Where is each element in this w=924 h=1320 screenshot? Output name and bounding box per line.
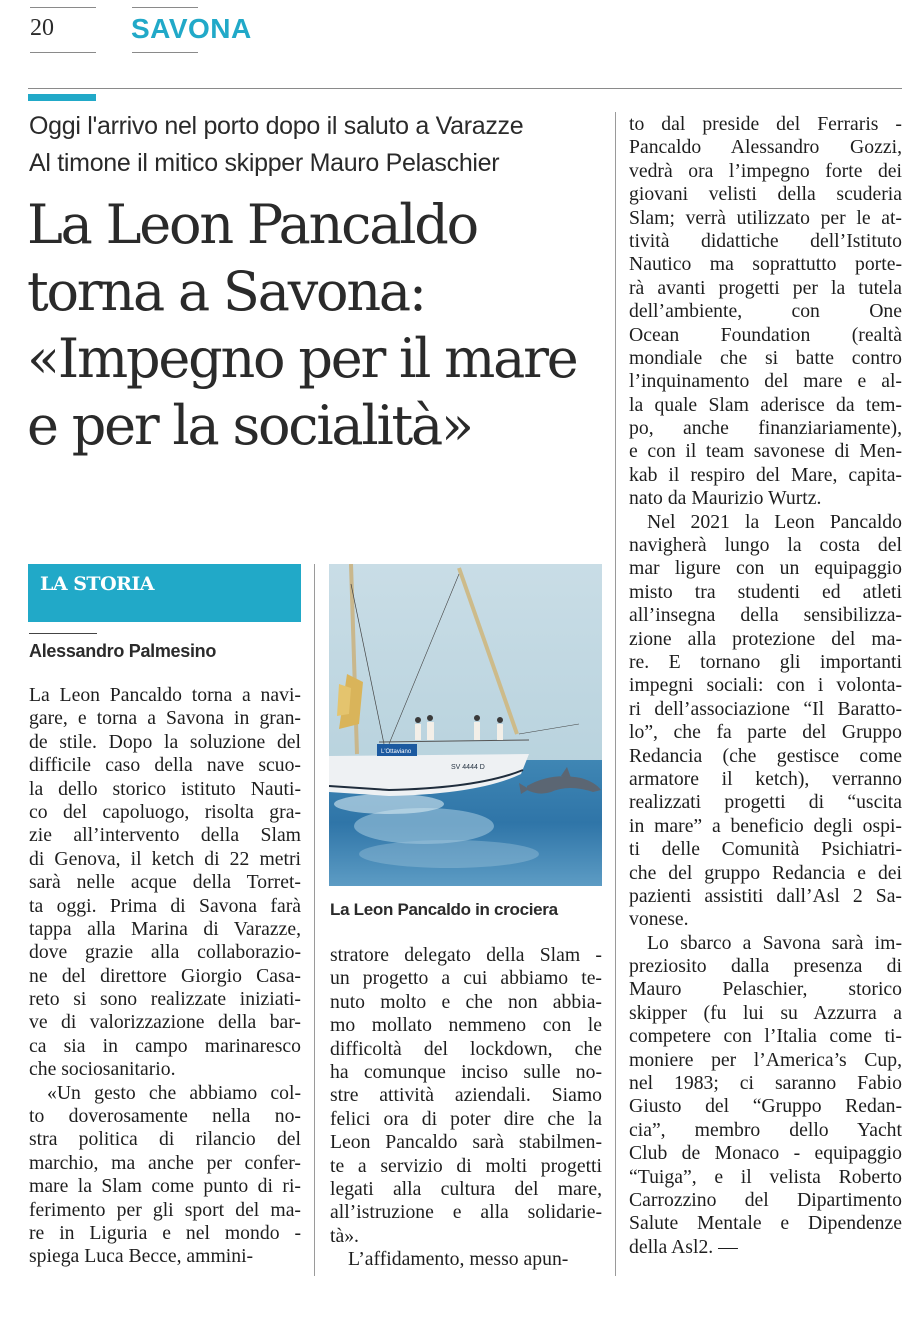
body-line: felici ora di poter dire che la [330, 1107, 602, 1130]
column-1 [29, 684, 301, 1269]
body-line: e con il team savonese di Men- [629, 440, 902, 463]
body-line: ta oggi. Prima di Savona farà [29, 894, 301, 917]
body-line: nuto molto e che non abbia- [330, 990, 602, 1013]
body-line: ve di valorizzazione della bar- [29, 1011, 301, 1034]
section-title: SAVONA [131, 13, 252, 44]
body-line: impegni sociali: con i volonta- [629, 674, 902, 697]
body-line: Giusto del “Gruppo Redan- [629, 1095, 902, 1118]
story-label: LA STORIA [40, 573, 155, 595]
body-line: vonese. [629, 908, 689, 931]
body-line: competere con l’Italia come ti- [629, 1025, 902, 1048]
body-line: preziosito dalla presenza di [629, 955, 902, 978]
body-line: gare, e torna a Savona in gran- [29, 707, 301, 730]
body-line: stratore delegato della Slam - [330, 944, 602, 966]
kicker-line-1: Oggi l'arrivo nel porto dopo il saluto a Varazze [29, 112, 524, 140]
body-line: nato da Maurizio Wurtz. [629, 487, 822, 510]
body-line: Redancia (che gestisce come [629, 744, 902, 767]
story-label-box [28, 564, 301, 622]
body-line: un progetto a cui abbiamo te- [330, 967, 602, 990]
body-line: ca sia in campo marinaresco [29, 1034, 301, 1057]
body-line: mar ligure con un equipaggio [629, 557, 902, 580]
body-line: sarà nelle acque della Torret- [29, 871, 301, 894]
body-line: misto tra studenti ed atleti [629, 580, 902, 603]
body-line: zione alla protezione del ma- [629, 627, 902, 650]
body-line: Club de Monaco - equipaggio [629, 1142, 902, 1165]
byline-rule [29, 633, 97, 634]
body-line: Salute Mentale e Dipendenze [629, 1212, 902, 1235]
body-line: Carrozzino del Dipartimento [629, 1189, 902, 1211]
body-line: co del capoluogo, risolta gra- [29, 800, 301, 823]
body-line: de stile. Dopo la soluzione del [29, 730, 301, 753]
body-line: giovani velisti della scuderia [629, 183, 902, 206]
body-line: Ocean Foundation (realtà [629, 323, 902, 346]
headline-line-3: «Impegno per il mare [27, 327, 577, 390]
column-rule-1 [314, 564, 315, 1276]
body-line: re in Liguria e nel mondo - [29, 1222, 301, 1244]
accent-bar [28, 94, 96, 101]
body-line: ri dell’associazione “Il Baratto- [629, 697, 902, 720]
body-line: ne del direttore Giorgio Casa- [29, 964, 301, 987]
body-line: nel 1983; ci saranno Fabio [629, 1072, 902, 1095]
body-line: mondiale che si batte contro [629, 346, 902, 369]
body-line: la quale Slam aderisce da tem- [629, 393, 902, 416]
top-separator [28, 88, 902, 89]
body-line: la dello storico istituto Nauti- [29, 777, 301, 800]
body-line: cia”, membro dello Yacht [629, 1118, 902, 1141]
body-line: difficile caso della nave scuo- [29, 754, 301, 777]
body-line: Pancaldo Alessandro Gozzi, [629, 136, 902, 159]
sailboat-photo [329, 564, 602, 886]
body-line: Leon Pancaldo sarà stabilmen- [330, 1131, 602, 1154]
kicker-line-2: Al timone il mitico skipper Mauro Pelaschier [29, 149, 500, 177]
header-rule-top-left [30, 7, 96, 8]
body-line: dove grazie alla collaborazio- [29, 941, 301, 964]
body-line: Nautico ma soprattutto porte- [629, 253, 902, 276]
body-line: di Genova, il ketch di 22 metri [29, 847, 301, 870]
body-line: zie all’intervento della Slam [29, 824, 301, 847]
body-line: della Asl2. — [629, 1235, 738, 1258]
body-line: all’insegna della sensibilizza- [629, 604, 902, 627]
body-line: l’inquinamento del mare e al- [629, 370, 902, 393]
body-line: moniere per l’America’s Cup, [629, 1048, 902, 1071]
header-rule-bottom-left [30, 52, 96, 53]
body-line: marchio, ma anche per confer- [29, 1151, 301, 1174]
body-line: reto si sono realizzate iniziati- [29, 988, 301, 1011]
body-line: vedrà ora l’impegno forte dei [629, 159, 902, 182]
body-line: stra politica di rilancio del [29, 1128, 301, 1151]
body-line: tività didattiche dell’Istituto [629, 229, 902, 252]
body-line: “Tuiga”, e il velista Roberto [629, 1165, 902, 1188]
body-line: difficoltà del lockdown, che [330, 1037, 602, 1060]
body-line: mo mollato nemmeno con le [330, 1014, 602, 1037]
body-line: to dal preside del Ferraris - [629, 113, 902, 135]
body-line: in mare” a beneficio degli ospi- [629, 814, 902, 837]
body-line: Nel 2021 la Leon Pancaldo [647, 510, 902, 533]
body-line: tà». [330, 1224, 359, 1247]
body-line: Lo sbarco a Savona sarà im- [647, 931, 902, 954]
body-line: stre attività aziendali. Siamo [330, 1084, 602, 1107]
body-line: La Leon Pancaldo torna a navi- [29, 684, 301, 706]
headline-line-4: e per la socialità» [27, 394, 472, 457]
body-line: «Un gesto che abbiamo col- [47, 1081, 301, 1104]
photo-banner-text: L'Ottaviano [381, 749, 412, 755]
photo-caption: La Leon Pancaldo in crociera [330, 900, 558, 919]
body-line: spiega Luca Becce, ammini- [29, 1245, 254, 1268]
column-2 [330, 944, 602, 1272]
body-line: kab il respiro del Mare, capita- [629, 463, 902, 486]
body-line: re. E tornano gli importanti [629, 651, 902, 673]
header-rule-top-right [132, 7, 198, 8]
body-line: navigherà lungo la costa del [629, 534, 902, 557]
body-line: lo”, che fa parte del Gruppo [629, 721, 902, 744]
column-rule-2 [615, 112, 616, 1276]
body-line: po, anche finanziariamente), [629, 417, 902, 440]
body-line: to doverosamente nella no- [29, 1105, 301, 1128]
body-line: ti delle Comunità Psichiatri- [629, 838, 902, 861]
body-line: ha comunque inciso sulle no- [330, 1060, 602, 1083]
body-line: realizzati progetti di “uscita [629, 791, 902, 814]
body-line: skipper (fu lui su Azzurra a [629, 1001, 902, 1024]
page-number: 20 [30, 15, 54, 41]
body-line: armatore il ketch), verranno [629, 767, 902, 790]
body-line: L’affidamento, messo apun- [348, 1248, 569, 1271]
body-line: Slam; verrà utilizzato per le at- [629, 206, 902, 229]
body-line: pazienti assistiti dall’Asl 2 Sa- [629, 884, 902, 907]
body-line: ferimento per gli sport del ma- [29, 1198, 301, 1221]
header-rule-bottom-right [132, 52, 198, 53]
column-3 [629, 113, 902, 1259]
body-line: che del gruppo Redancia e dei [629, 861, 902, 884]
body-line: legati alla cultura del mare, [330, 1177, 602, 1200]
headline-line-1: La Leon Pancaldo [27, 193, 477, 256]
body-line: rà avanti progetti per la tutela [629, 276, 902, 299]
body-line: che sociosanitario. [29, 1058, 176, 1081]
body-line: te a servizio di molti progetti [330, 1154, 602, 1177]
headline-line-2: torna a Savona: [27, 260, 425, 323]
body-line: dell’ambiente, con One [629, 300, 902, 323]
byline: Alessandro Palmesino [29, 641, 217, 661]
body-line: Mauro Pelaschier, storico [629, 978, 902, 1001]
body-line: tappa alla Marina di Varazze, [29, 917, 301, 940]
body-line: all’istruzione e alla solidarie- [330, 1201, 602, 1224]
photo-boat-name: SV 4444 D [451, 764, 485, 771]
body-line: mare la Slam come punto di ri- [29, 1175, 301, 1198]
